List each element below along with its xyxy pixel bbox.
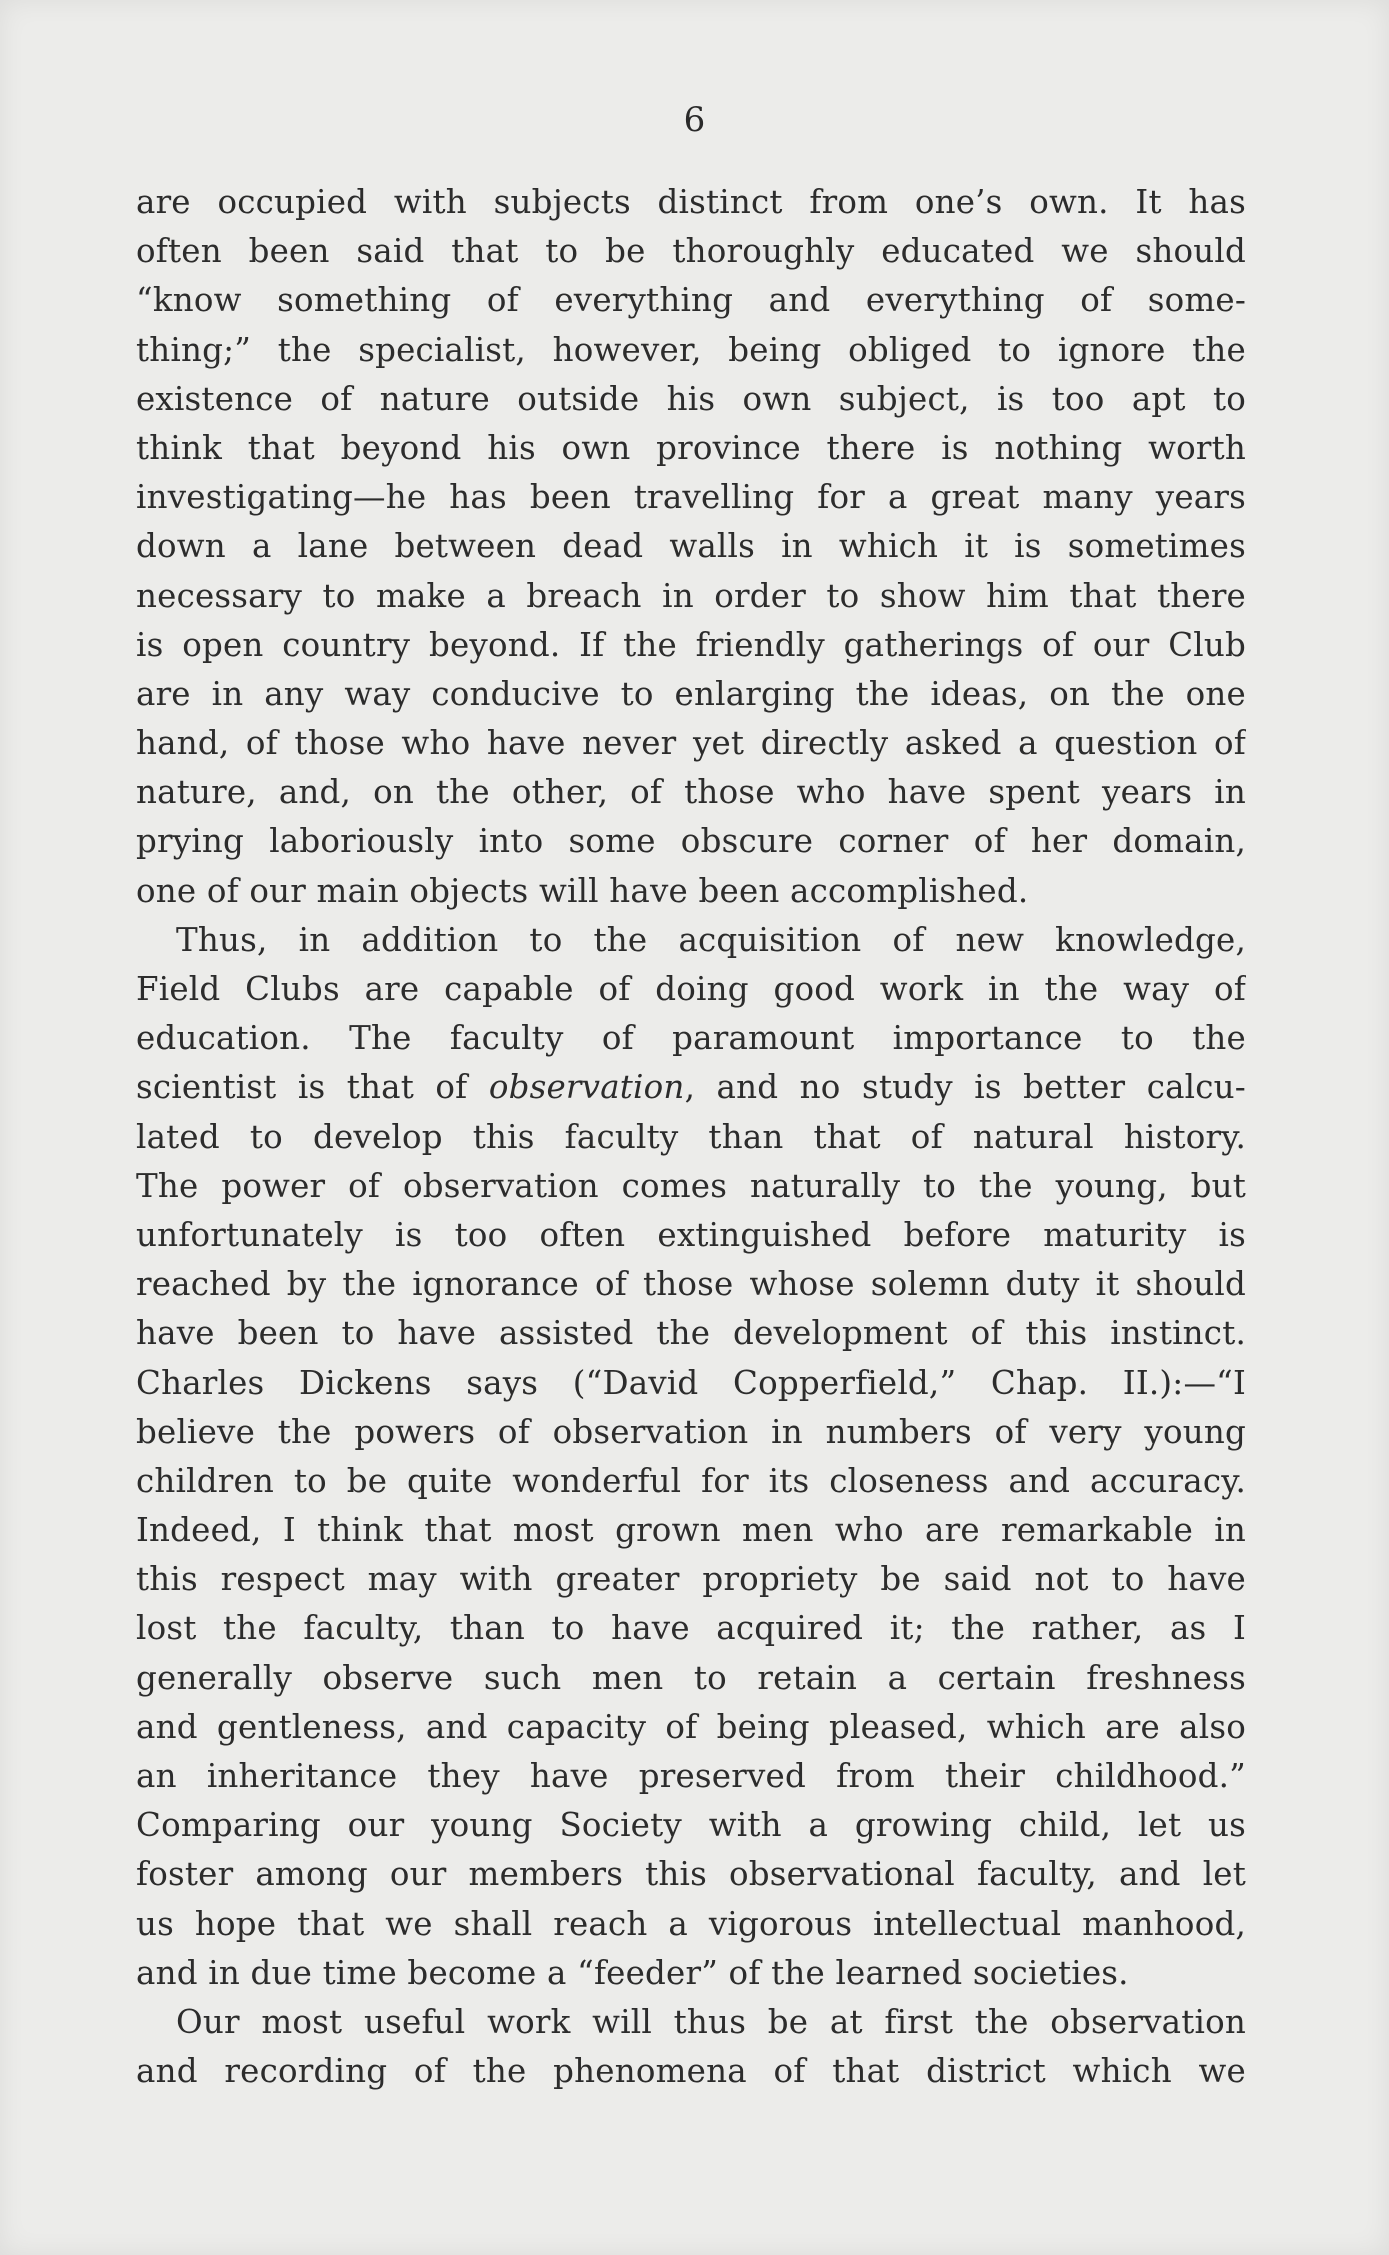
page-number: 6 [683, 100, 706, 140]
text-line: this respect may with greater propriety be said not to have [136, 1560, 1246, 1599]
text-line: us hope that we shall reach a vigorous intellectual manhood, [136, 1904, 1246, 1943]
text-line: an inheritance they have preserved from their childhood.” [136, 1757, 1246, 1795]
text-segment: scientist is that of [136, 1068, 489, 1107]
text-line: down a lane between dead walls in which it is sometimes [136, 527, 1246, 566]
text-line: investigating—he has been travelling for a great many years [136, 478, 1246, 517]
body-text [136, 178, 1246, 2096]
text-line: Our most useful work will thus be at first the observation [176, 2002, 1246, 2041]
text-line: Charles Dickens says (“David Copperfield,” Chap. II.):—“I [136, 1363, 1246, 1402]
text-segment: , and no study is better calcu- [684, 1068, 1246, 1107]
text-line: existence of nature outside his own subject, is too apt to [136, 379, 1246, 418]
text-line: The power of observation comes naturally to the young, but [136, 1166, 1246, 1205]
text-line: often been said that to be thoroughly educated we should [136, 232, 1246, 271]
text-line: “know something of everything and everything of some- [136, 281, 1246, 320]
text-line: and recording of the phenomena of that district which we [136, 2052, 1246, 2091]
text-line: reached by the ignorance of those whose solemn duty it should [136, 1265, 1246, 1304]
text-line: and gentleness, and capacity of being pleased, which are also [136, 1707, 1246, 1746]
text-line: generally observe such men to retain a certain freshness [136, 1658, 1246, 1697]
text-line: children to be quite wonderful for its closeness and accuracy. [136, 1461, 1246, 1500]
text-line: hand, of those who have never yet directly asked a question of [136, 724, 1246, 763]
text-line: think that beyond his own province there is nothing worth [136, 428, 1246, 467]
paragraph [136, 178, 1246, 916]
text-line: Comparing our young Society with a growing child, let us [136, 1806, 1246, 1845]
text-line: nature, and, on the other, of those who have spent years in [136, 773, 1246, 812]
text-line: have been to have assisted the development of this instinct. [136, 1314, 1246, 1353]
text-line: lated to develop this faculty than that of natural history. [136, 1117, 1246, 1156]
paragraph [136, 916, 1246, 1998]
text-line: education. The faculty of paramount importance to the [136, 1019, 1246, 1058]
text-line: Indeed, I think that most grown men who are remarkable in [136, 1511, 1246, 1550]
text-line: necessary to make a breach in order to show him that there [136, 576, 1246, 615]
text-line: foster among our members this observational faculty, and let [136, 1855, 1246, 1894]
text-line: one of our main objects will have been accomplished. [136, 871, 1029, 910]
text-line: believe the powers of observation in numbers of very young [136, 1412, 1246, 1451]
text-line: Thus, in addition to the acquisition of new knowledge, [176, 920, 1246, 959]
text-line: is open country beyond. If the friendly gatherings of our Club [136, 625, 1246, 664]
emphasized-word: observation [488, 1068, 685, 1107]
text-line: are occupied with subjects distinct from one’s own. It has [136, 183, 1246, 221]
text-line [136, 1063, 1246, 1112]
text-line: unfortunately is too often extinguished before maturity is [136, 1215, 1246, 1254]
text-line: thing;” the specialist, however, being obliged to ignore the [136, 330, 1246, 369]
text-line: prying laboriously into some obscure corner of her domain, [136, 822, 1246, 861]
paragraph [136, 1998, 1246, 2096]
text-line: Field Clubs are capable of doing good work in the way of [136, 970, 1246, 1008]
text-line: and in due time become a “feeder” of the learned societies. [136, 1953, 1129, 1992]
text-line: lost the faculty, than to have acquired it; the rather, as I [136, 1609, 1246, 1648]
text-line: are in any way conducive to enlarging the ideas, on the one [136, 674, 1246, 713]
